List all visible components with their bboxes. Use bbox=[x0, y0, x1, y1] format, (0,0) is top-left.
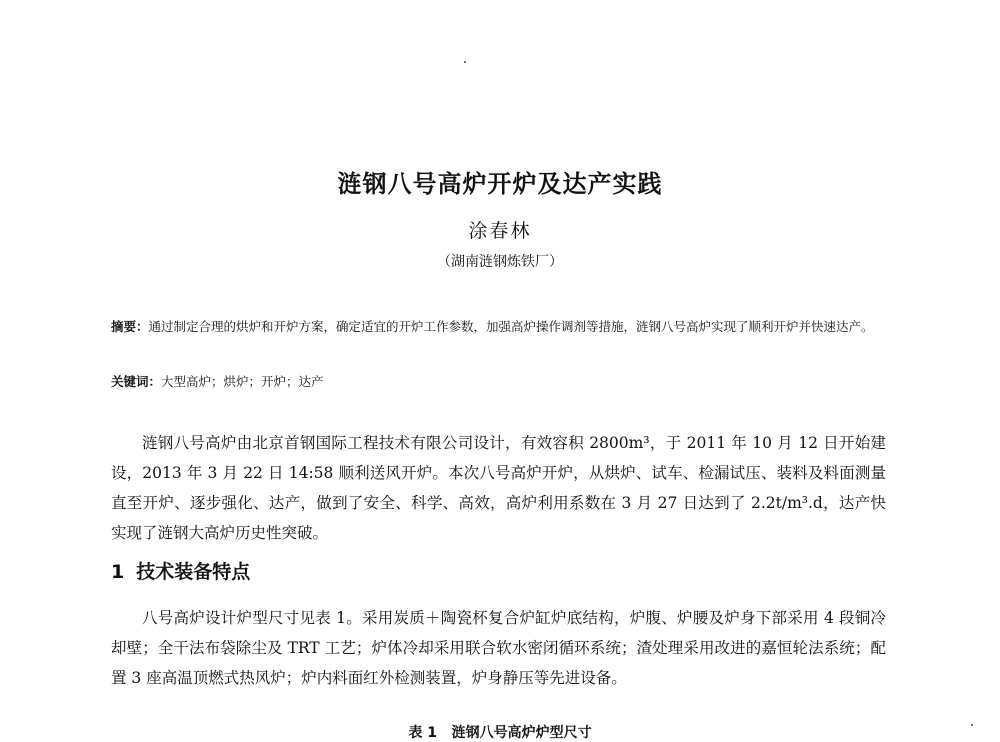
author-affiliation: （湖南涟钢炼铁厂） bbox=[437, 254, 563, 270]
abstract-label: 摘要： bbox=[111, 319, 149, 334]
author-name: 涂春林 bbox=[468, 220, 532, 242]
section-title: 技术装备特点 bbox=[136, 561, 251, 583]
intro-paragraph: 涟钢八号高炉由北京首钢国际工程技术有限公司设计，有效容积 2800m³，于 2011 年 10 月 12 日开始建设，2013 年 3 月 22 日 14:58 顺利送风开炉。本次八号高炉开炉，从烘炉、试车、检漏试压、装料及料面测量直至开炉、逐步强化、达产，做到了安全、科学、高效，高炉利用系数在 3 月 27 日达到了 2.2t/m³.d，达产快实现了涟钢大高炉历史性突破。 bbox=[111, 434, 886, 542]
keywords-text: 大型高炉；烘炉；开炉；达产 bbox=[161, 374, 324, 389]
section-1-paragraph: 八号高炉设计炉型尺寸见表 1。采用炭质＋陶瓷杯复合炉缸炉底结构，炉腹、炉腰及炉身下部采用 4 段铜冷却壁；全干法布袋除尘及 TRT 工艺；炉体冷却采用联合软水密闭循环系统；渣处理采用改进的嘉恒轮法系统；配置 3 座高温顶燃式热风炉；炉内料面红外检测装置，炉身静压等先进设备。 bbox=[111, 609, 886, 687]
abstract-text: 通过制定合理的烘炉和开炉方案，确定适宜的开炉工作参数，加强高炉操作调剂等措施，涟钢八号高炉实现了顺利开炉并快速达产。 bbox=[148, 319, 874, 334]
keywords-label: 关键词： bbox=[111, 374, 162, 389]
section-heading bbox=[111, 557, 250, 584]
keywords bbox=[111, 372, 891, 392]
section-number: 1 bbox=[111, 561, 125, 583]
abstract bbox=[111, 312, 891, 341]
scan-speck bbox=[464, 61, 466, 63]
table-caption: 表 1 涟钢八号高炉炉型尺寸 bbox=[408, 725, 592, 741]
paper-title: 涟钢八号高炉开炉及达产实践 bbox=[337, 170, 663, 198]
